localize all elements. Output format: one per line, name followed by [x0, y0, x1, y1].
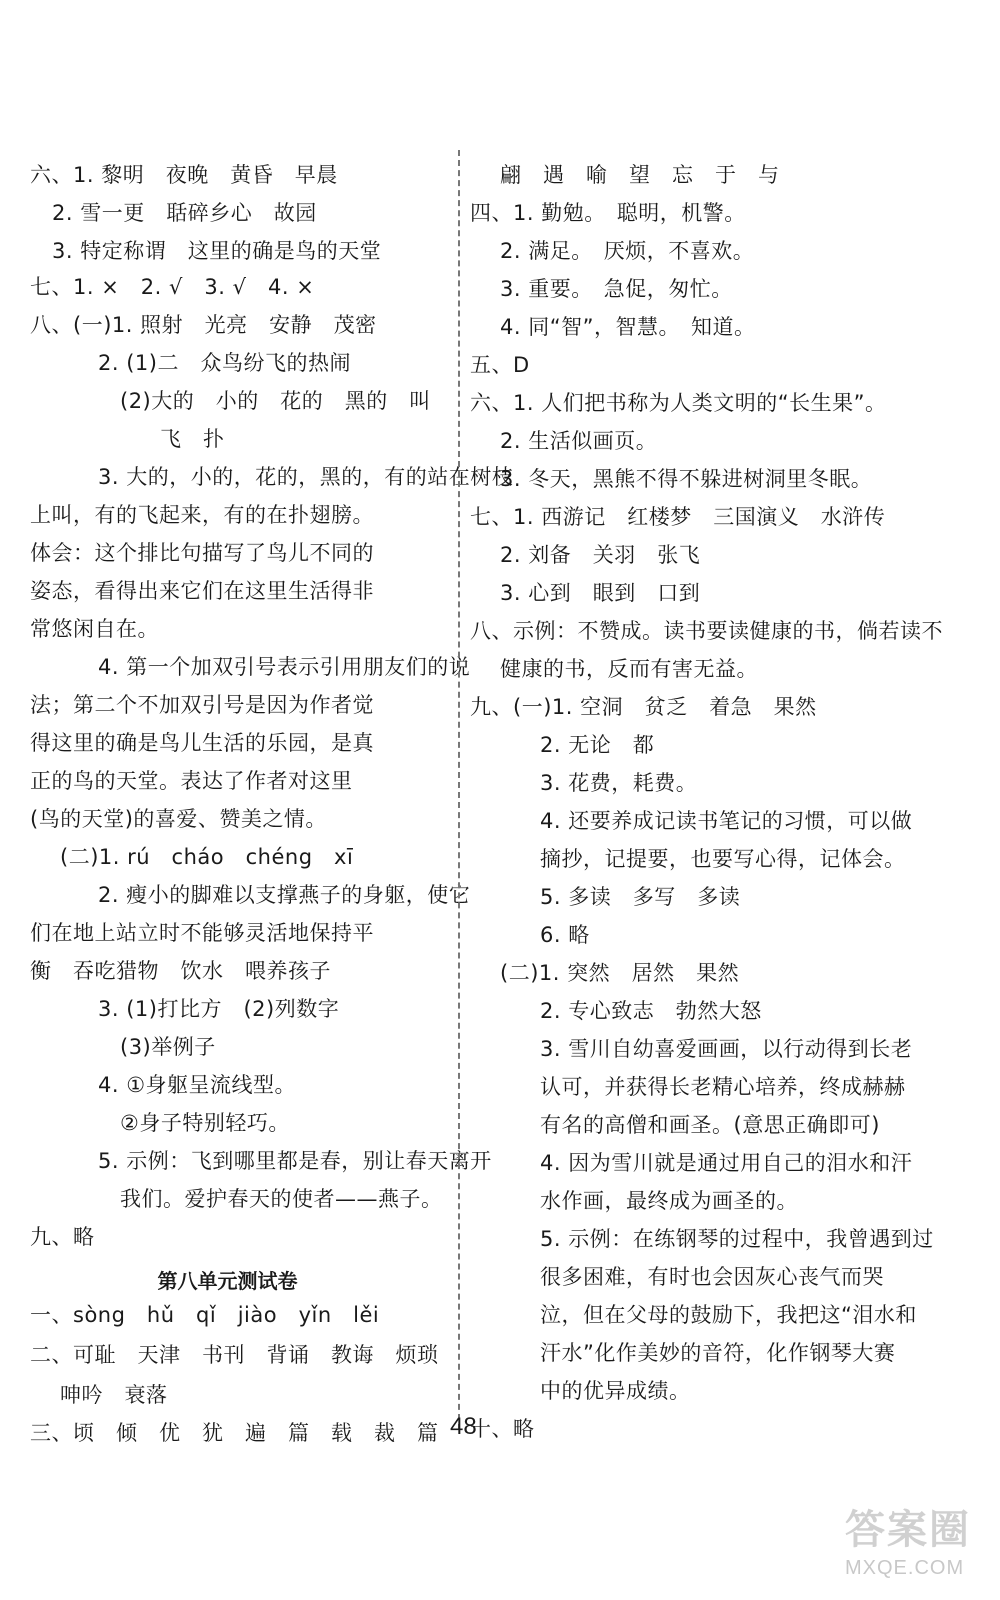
left-answer-line: 2. 雪一更 聒碎乡心 故园: [52, 201, 317, 225]
right-answer-line: 有名的高僧和画圣。(意思正确即可): [540, 1113, 880, 1137]
left-answer-line: 常悠闲自在。: [30, 617, 159, 641]
right-answer-line: 3. 心到 眼到 口到: [500, 581, 701, 605]
left-answer-line: 呻吟 衰落: [60, 1383, 168, 1407]
left-answer-line: 3. (1)打比方 (2)列数字: [98, 997, 340, 1021]
watermark-url: MXQE.COM: [845, 1557, 965, 1579]
right-answer-line: 4. 还要养成记读书笔记的习惯，可以做: [540, 809, 913, 833]
left-answer-line: 姿态，看得出来它们在这里生活得非: [30, 579, 374, 603]
right-answer-line: 2. 刘备 关羽 张飞: [500, 543, 701, 567]
left-answer-line: 得这里的确是鸟儿生活的乐园，是真: [30, 731, 374, 755]
right-answer-line: 很多困难，有时也会因灰心丧气而哭: [540, 1265, 884, 1289]
left-answer-line: (2)大的 小的 花的 黑的 叫: [120, 389, 431, 413]
left-answer-line: 正的鸟的天堂。表达了作者对这里: [30, 769, 353, 793]
column-divider: [458, 150, 460, 1430]
left-answer-line: 体会：这个排比句描写了鸟儿不同的: [30, 541, 374, 565]
right-answer-line: 八、示例：不赞成。读书要读健康的书，倘若读不: [470, 619, 943, 643]
left-answer-line: 六、1. 黎明 夜晚 黄昏 早晨: [30, 163, 338, 187]
right-answer-line: 九、(一)1. 空洞 贫乏 着急 果然: [470, 695, 817, 719]
right-answer-line: 3. 重要。 急促，匆忙。: [500, 277, 733, 301]
left-answer-line: 七、1. × 2. √ 3. √ 4. ×: [30, 275, 315, 299]
right-answer-line: 3. 雪川自幼喜爱画画，以行动得到长老: [540, 1037, 913, 1061]
left-answer-line: 九、略: [30, 1225, 95, 1249]
right-answer-line: 3. 冬天，黑熊不得不躲进树洞里冬眠。: [500, 467, 873, 491]
watermark-mark: 答案圈: [845, 1507, 971, 1553]
left-answer-line: 八、(一)1. 照射 光亮 安静 茂密: [30, 313, 377, 337]
right-answer-line: 摘抄，记提要，也要写心得，记体会。: [540, 847, 906, 871]
watermark-logo: [845, 1505, 995, 1595]
right-answer-line: 水作画，最终成为画圣的。: [540, 1189, 798, 1213]
left-answer-line: 上叫，有的飞起来，有的在扑翅膀。: [30, 503, 374, 527]
left-answer-line: (二)1. rú cháo chéng xī: [60, 845, 354, 869]
page-number: 48: [450, 1413, 477, 1440]
right-answer-line: 健康的书，反而有害无益。: [500, 657, 758, 681]
right-answer-line: 认可，并获得长老精心培养，终成赫赫: [540, 1075, 906, 1099]
right-answer-line: 4. 同“智”，智慧。 知道。: [500, 315, 756, 339]
left-answer-line: (3)举例子: [120, 1035, 216, 1059]
left-answer-line: 3. 特定称谓 这里的确是鸟的天堂: [52, 239, 382, 263]
right-answer-line: (二)1. 突然 居然 果然: [500, 961, 740, 985]
left-answer-line: 4. ①身躯呈流线型。: [98, 1073, 297, 1097]
right-answer-line: 3. 花费，耗费。: [540, 771, 698, 795]
left-answer-line: 衡 吞吃猎物 饮水 喂养孩子: [30, 959, 331, 983]
right-answer-line: 泣，但在父母的鼓励下，我把这“泪水和: [540, 1303, 917, 1327]
left-answer-line: 2. 瘦小的脚难以支撑燕子的身躯，使它: [98, 883, 471, 907]
left-answer-line: 5. 示例：飞到哪里都是春，别让春天离开: [98, 1149, 492, 1173]
left-answer-line: 我们。爱护春天的使者——燕子。: [120, 1187, 443, 1211]
right-answer-line: 2. 生活似画页。: [500, 429, 658, 453]
left-answer-line: 三、顷 倾 优 犹 遍 篇 载 裁 篇: [30, 1421, 439, 1445]
right-answer-line: 六、1. 人们把书称为人类文明的“长生果”。: [470, 391, 887, 415]
left-answer-line: 二、可耻 天津 书刊 背诵 教诲 烦琐: [30, 1343, 439, 1367]
right-answer-line: 2. 专心致志 勃然大怒: [540, 999, 762, 1023]
section-title: 第八单元测试卷: [157, 1269, 298, 1293]
right-answer-line: 翩 遇 喻 望 忘 于 与: [500, 163, 780, 187]
left-answer-line: 3. 大的，小的，花的，黑的，有的站在树枝: [98, 465, 514, 489]
right-answer-line: 中的优异成绩。: [540, 1379, 691, 1403]
left-answer-line: 2. (1)二 众鸟纷飞的热闹: [98, 351, 351, 375]
right-answer-line: 四、1. 勤勉。 聪明，机警。: [470, 201, 746, 225]
right-answer-line: 4. 因为雪川就是通过用自己的泪水和汗: [540, 1151, 913, 1175]
right-answer-line: 七、1. 西游记 红楼梦 三国演义 水浒传: [470, 505, 886, 529]
left-answer-line: (鸟的天堂)的喜爱、赞美之情。: [30, 807, 327, 831]
right-answer-line: 2. 满足。 厌烦，不喜欢。: [500, 239, 755, 263]
right-answer-line: 2. 无论 都: [540, 733, 655, 757]
left-answer-line: 们在地上站立时不能够灵活地保持平: [30, 921, 374, 945]
right-answer-line: 汗水”化作美妙的音符，化作钢琴大赛: [540, 1341, 896, 1365]
left-answer-line: 飞 扑: [160, 427, 225, 451]
left-answer-line: 一、sòng hǔ qǐ jiào yǐn lěi: [30, 1303, 380, 1327]
left-answer-line: 法；第二个不加双引号是因为作者觉: [30, 693, 374, 717]
right-answer-line: 5. 示例：在练钢琴的过程中，我曾遇到过: [540, 1227, 934, 1251]
right-answer-line: 5. 多读 多写 多读: [540, 885, 741, 909]
left-answer-line: ②身子特别轻巧。: [120, 1111, 290, 1135]
right-answer-line: 6. 略: [540, 923, 590, 947]
right-answer-line: 十、略: [470, 1417, 535, 1441]
right-answer-line: 五、D: [470, 353, 530, 377]
left-answer-line: 4. 第一个加双引号表示引用朋友们的说: [98, 655, 471, 679]
